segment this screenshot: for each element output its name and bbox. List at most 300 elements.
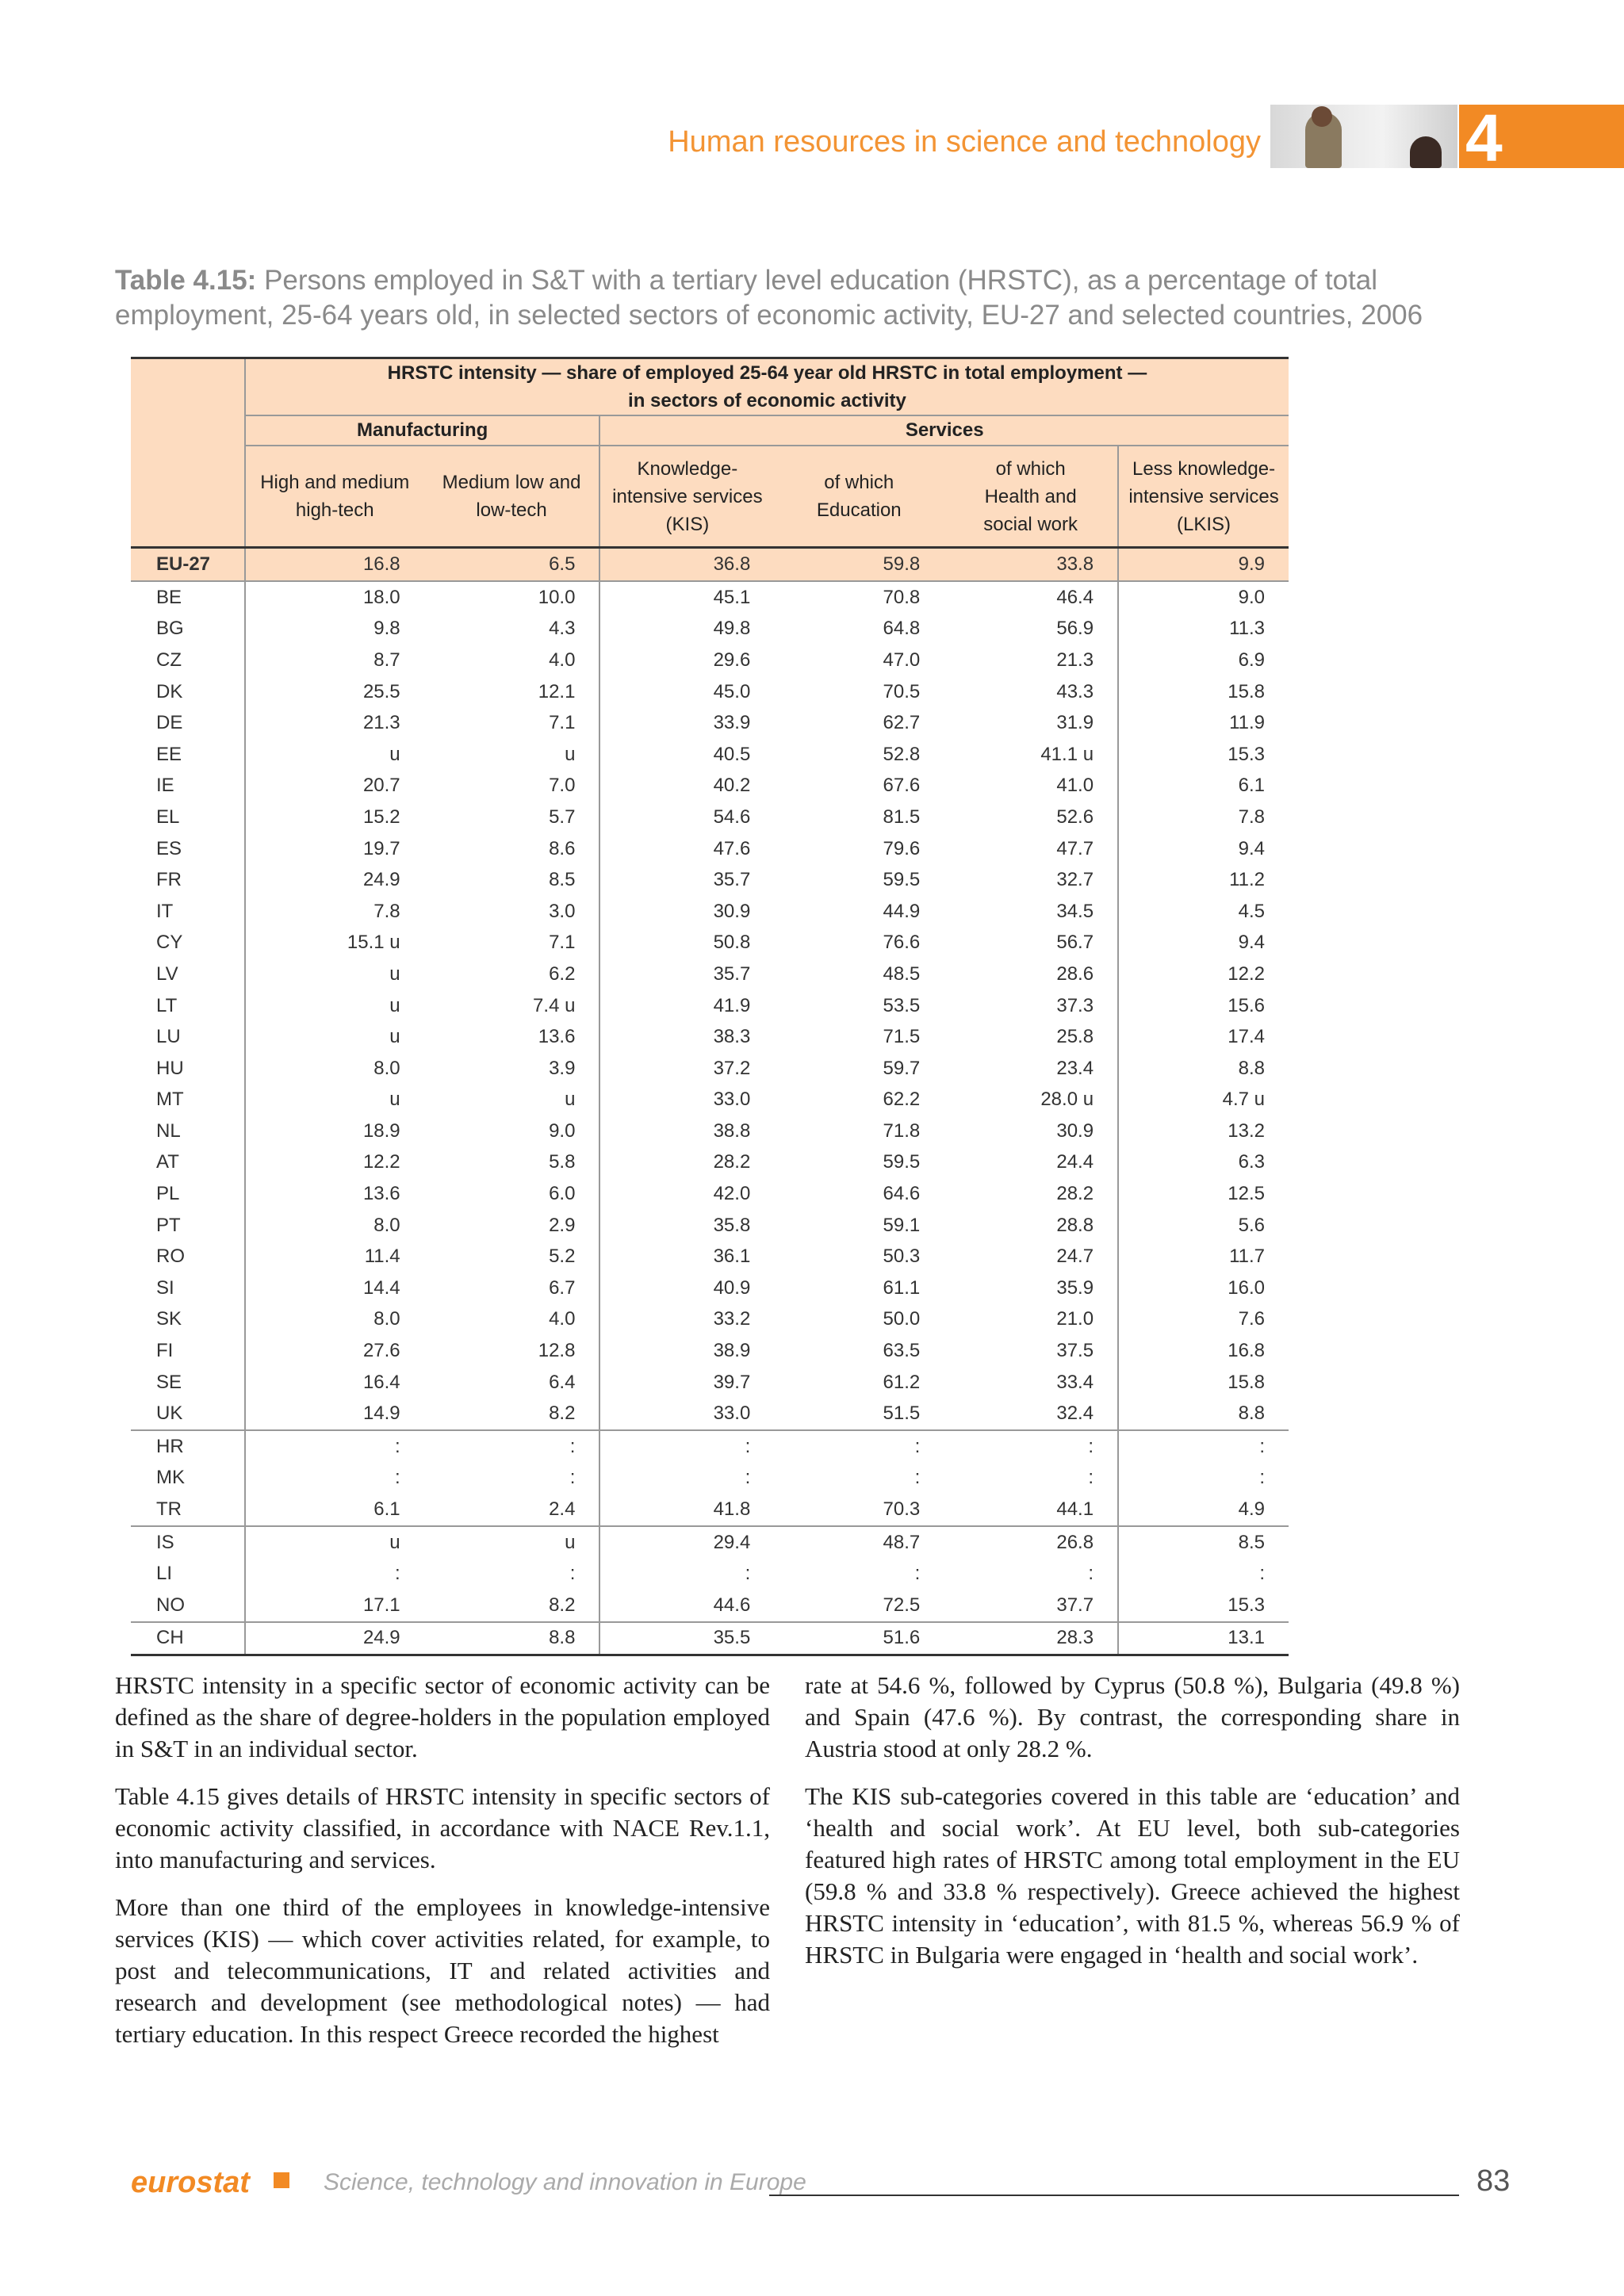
table-cell: 12.2 bbox=[1118, 959, 1289, 990]
table-cell: u bbox=[245, 990, 424, 1022]
table-cell: 59.5 bbox=[883, 1151, 921, 1173]
data-table bbox=[131, 357, 1289, 1656]
table-cell: 6.5 bbox=[424, 548, 600, 582]
country-code: DE bbox=[156, 712, 183, 734]
table-cell: 13.1 bbox=[1118, 1622, 1289, 1655]
table-cell: 45.0 bbox=[599, 676, 774, 708]
table-cell: : bbox=[944, 1430, 1118, 1463]
body-paragraph: The KIS sub-categories covered in this table are ‘education’ and ‘health and social work’. At EU level, both sub-categories featured high rates of HRSTC among total employment in the EU (59.8 % and 33.8 % respectively). Greece achieved the highest HRSTC intensity in ‘education’, with 81.5 %, whereas 56.9 % of HRSTC in Bulgaria were engaged in ‘health and social work’. bbox=[805, 1782, 1460, 1969]
col-header-high-tech: High and medium high-tech bbox=[245, 446, 424, 548]
table-cell: 39.7 bbox=[599, 1367, 774, 1399]
table-cell: 15.8 bbox=[1118, 676, 1289, 708]
table-cell: u bbox=[245, 959, 424, 990]
table-cell: 16.4 bbox=[245, 1367, 424, 1399]
publication-title: Science, technology and innovation in Europe bbox=[324, 2169, 806, 2195]
country-code: CZ bbox=[156, 649, 182, 671]
table-cell: 16.8 bbox=[1118, 1335, 1289, 1367]
table-row bbox=[131, 1241, 1289, 1272]
table-row bbox=[131, 1178, 1289, 1210]
table-cell: 8.2 bbox=[549, 1594, 576, 1616]
table-cell: 6.3 bbox=[1118, 1147, 1289, 1179]
table-cell: 32.4 bbox=[1056, 1402, 1094, 1425]
table-row bbox=[131, 1463, 1289, 1494]
body-paragraph: More than one third of the employees in knowledge-intensive services (KIS) — which cover activities related, for example, to post and telecommunications, IT and related activities and research and development (see methodological notes) — had tertiary education. In this respect Greece recorded the highest bbox=[115, 1893, 770, 2048]
country-code: MT bbox=[156, 1089, 184, 1111]
table-cell: 70.8 bbox=[883, 586, 921, 608]
table-row bbox=[131, 1558, 1289, 1590]
table-cell: 19.7 bbox=[245, 833, 424, 865]
table-row bbox=[131, 707, 1289, 739]
table-row bbox=[131, 676, 1289, 708]
table-cell: 5.6 bbox=[1118, 1210, 1289, 1242]
super-header-line-1: HRSTC intensity — share of employed 25-64 year old HRSTC in total employment — bbox=[387, 362, 1147, 384]
table-caption bbox=[115, 263, 1526, 333]
country-code: SE bbox=[156, 1371, 182, 1393]
table-cell: 11.7 bbox=[1118, 1241, 1289, 1272]
table-cell: u bbox=[565, 743, 576, 765]
table-cell: 16.8 bbox=[245, 548, 424, 582]
body-paragraph: HRSTC intensity in a specific sector of economic activity can be defined as the share of degree-holders in the population employed in S&T in an individual sector. bbox=[115, 1671, 770, 1762]
table-cell: 11.9 bbox=[1118, 707, 1289, 739]
table-cell: 54.6 bbox=[599, 802, 774, 833]
table-cell: 28.6 bbox=[1056, 962, 1094, 985]
table-cell: 33.8 bbox=[944, 548, 1118, 582]
table-cell: 9.4 bbox=[1118, 833, 1289, 865]
table-cell: 24.9 bbox=[245, 1622, 424, 1655]
table-caption-text: Persons employed in S&T with a tertiary level education (HRSTC), as a percentage of total employment, 25-64 years old, in selected sectors of economic activity, EU-27 and selected countries, 2006 bbox=[115, 265, 1423, 331]
table-cell: : bbox=[424, 1430, 600, 1463]
table-cell: 33.4 bbox=[1056, 1371, 1094, 1393]
table-cell: 44.6 bbox=[599, 1590, 774, 1622]
table-cell: 13.6 bbox=[538, 1026, 576, 1048]
group-header-services: Services bbox=[599, 415, 1289, 446]
table-cell: 8.8 bbox=[1118, 1398, 1289, 1430]
table-cell: 17.4 bbox=[1118, 1021, 1289, 1053]
table-cell: : bbox=[914, 1467, 921, 1489]
stub-header bbox=[131, 358, 245, 548]
table-cell: 6.2 bbox=[549, 962, 576, 985]
table-cell: 5.2 bbox=[549, 1246, 576, 1268]
table-cell: 48.7 bbox=[774, 1526, 944, 1559]
table-cell: : bbox=[914, 1563, 921, 1585]
table-cell: 13.2 bbox=[1118, 1115, 1289, 1147]
table-row bbox=[131, 1053, 1289, 1085]
table-cell: 29.4 bbox=[599, 1526, 774, 1559]
table-cell: 20.7 bbox=[245, 771, 424, 802]
country-code: MK bbox=[156, 1467, 185, 1489]
table-row bbox=[131, 928, 1289, 959]
table-cell: 4.0 bbox=[549, 649, 576, 671]
table-cell: 8.0 bbox=[245, 1304, 424, 1336]
table-cell: 24.7 bbox=[1056, 1246, 1094, 1268]
table-cell: 12.2 bbox=[245, 1147, 424, 1179]
table-cell: 9.8 bbox=[245, 614, 424, 645]
table-cell: 31.9 bbox=[1056, 712, 1094, 734]
table-row bbox=[131, 896, 1289, 928]
table-cell: 62.7 bbox=[883, 712, 921, 734]
table-cell: 62.2 bbox=[883, 1089, 921, 1111]
table-cell: 15.3 bbox=[1118, 1590, 1289, 1622]
table-cell: 3.9 bbox=[549, 1057, 576, 1079]
header-photo-person-2 bbox=[1410, 136, 1442, 168]
table-cell: 6.0 bbox=[549, 1183, 576, 1205]
country-code: SI bbox=[156, 1276, 174, 1299]
table-cell: 5.8 bbox=[549, 1151, 576, 1173]
table-cell: 10.0 bbox=[538, 586, 576, 608]
table-row bbox=[131, 1622, 1289, 1655]
table-cell: 35.7 bbox=[599, 864, 774, 896]
table-cell: 18.9 bbox=[245, 1115, 424, 1147]
table-cell: 8.0 bbox=[245, 1053, 424, 1085]
table-cell: 14.9 bbox=[245, 1398, 424, 1430]
chapter-number: 4 bbox=[1465, 101, 1503, 175]
col-header-lkis: Less knowledge-intensive services (LKIS) bbox=[1118, 446, 1289, 548]
table-cell: 59.8 bbox=[774, 548, 944, 582]
table-row bbox=[131, 1335, 1289, 1367]
table-row bbox=[131, 1304, 1289, 1336]
table-row bbox=[131, 1590, 1289, 1622]
table-cell: : bbox=[569, 1563, 576, 1585]
table-cell: 15.1 u bbox=[245, 928, 424, 959]
table-cell: 28.8 bbox=[1056, 1214, 1094, 1236]
table-cell: 28.2 bbox=[1056, 1183, 1094, 1205]
table-cell: 15.3 bbox=[1118, 739, 1289, 771]
table-cell: 37.7 bbox=[1056, 1594, 1094, 1616]
table-row bbox=[131, 1085, 1289, 1116]
country-code: LI bbox=[156, 1563, 173, 1585]
table-cell: 15.8 bbox=[1118, 1367, 1289, 1399]
table-cell: 38.8 bbox=[599, 1115, 774, 1147]
table-cell: 9.0 bbox=[1118, 581, 1289, 614]
table-cell: 64.6 bbox=[883, 1183, 921, 1205]
country-code: LU bbox=[156, 1026, 181, 1048]
table-cell: 51.5 bbox=[883, 1402, 921, 1425]
table-cell: 7.1 bbox=[549, 932, 576, 954]
table-row bbox=[131, 1367, 1289, 1399]
body-paragraph: Table 4.15 gives details of HRSTC intensity in specific sectors of economic activity classified, in accordance with NACE Rev.1.1, into manufacturing and services. bbox=[115, 1782, 770, 1873]
table-cell: 71.5 bbox=[883, 1026, 921, 1048]
table-cell: 8.5 bbox=[549, 869, 576, 891]
table-row bbox=[131, 1147, 1289, 1179]
country-code: FI bbox=[156, 1340, 174, 1362]
table-cell: 3.0 bbox=[549, 900, 576, 922]
table-cell: 61.2 bbox=[883, 1371, 921, 1393]
table-cell: 37.3 bbox=[1056, 994, 1094, 1016]
country-code: RO bbox=[156, 1246, 185, 1268]
country-code: SK bbox=[156, 1308, 182, 1330]
table-cell: 70.5 bbox=[883, 680, 921, 702]
table-cell: 28.2 bbox=[599, 1147, 774, 1179]
table-row bbox=[131, 739, 1289, 771]
country-code: EL bbox=[156, 806, 180, 828]
table-cell: 7.6 bbox=[1118, 1304, 1289, 1336]
table-cell: 50.3 bbox=[883, 1246, 921, 1268]
chapter-tab bbox=[1459, 101, 1624, 175]
table-cell: : bbox=[1118, 1558, 1289, 1590]
country-code: BG bbox=[156, 618, 184, 640]
col-header-kis: Knowledge-intensive services (KIS) bbox=[599, 446, 774, 548]
country-code: NO bbox=[156, 1594, 185, 1616]
table-cell: u bbox=[245, 1021, 424, 1053]
table-cell: u bbox=[565, 1089, 576, 1111]
table-cell: 72.5 bbox=[883, 1594, 921, 1616]
body-column-right bbox=[805, 1670, 1460, 1987]
table-cell: 2.9 bbox=[549, 1214, 576, 1236]
table-row bbox=[131, 1115, 1289, 1147]
country-code: CH bbox=[131, 1622, 245, 1655]
table-cell: 4.0 bbox=[549, 1308, 576, 1330]
table-cell: 30.9 bbox=[1056, 1119, 1094, 1142]
table-cell: 9.0 bbox=[549, 1119, 576, 1142]
table-cell: 61.1 bbox=[883, 1276, 921, 1299]
country-code: LV bbox=[156, 962, 178, 985]
table-cell: 33.2 bbox=[599, 1304, 774, 1336]
table-cell: : bbox=[1118, 1430, 1289, 1463]
table-cell: 28.0 u bbox=[1040, 1089, 1094, 1111]
country-code: ES bbox=[156, 837, 182, 859]
country-code: IT bbox=[156, 900, 174, 922]
table-row bbox=[131, 1210, 1289, 1242]
table-cell: 51.6 bbox=[774, 1622, 944, 1655]
table-cell: 38.9 bbox=[599, 1335, 774, 1367]
table-cell: 8.5 bbox=[1118, 1526, 1289, 1559]
table-cell: : bbox=[245, 1558, 424, 1590]
table-cell: 28.3 bbox=[944, 1622, 1118, 1655]
country-code: EE bbox=[156, 743, 182, 765]
table-cell: 5.7 bbox=[549, 806, 576, 828]
table-row bbox=[131, 1021, 1289, 1053]
table-cell: 2.4 bbox=[549, 1498, 576, 1521]
table-cell: 40.9 bbox=[599, 1272, 774, 1304]
table-cell: 9.4 bbox=[1118, 928, 1289, 959]
table-cell: 7.0 bbox=[549, 775, 576, 797]
table-cell: 6.1 bbox=[1118, 771, 1289, 802]
table-cell: 52.8 bbox=[883, 743, 921, 765]
table-cell: 27.6 bbox=[245, 1335, 424, 1367]
running-header-title: Human resources in science and technology bbox=[668, 125, 1261, 159]
body-paragraph: rate at 54.6 %, followed by Cyprus (50.8 %), Bulgaria (49.8 %) and Spain (47.6 %). By contrast, the corresponding share in Austria stood at only 28.2 %. bbox=[805, 1671, 1460, 1762]
table-cell: 25.5 bbox=[245, 676, 424, 708]
table-cell: 50.8 bbox=[599, 928, 774, 959]
table-cell: 6.7 bbox=[549, 1276, 576, 1299]
table-cell: 12.1 bbox=[538, 680, 576, 702]
table-cell: u bbox=[245, 1526, 424, 1559]
table-cell: 11.3 bbox=[1118, 614, 1289, 645]
table-row bbox=[131, 581, 1289, 614]
super-header-line-2: in sectors of economic activity bbox=[628, 390, 906, 411]
table-cell: 4.9 bbox=[1118, 1494, 1289, 1526]
table-cell: 9.9 bbox=[1118, 548, 1289, 582]
logo-square-icon bbox=[274, 2172, 289, 2188]
country-code: UK bbox=[156, 1402, 183, 1425]
table-cell: 41.8 bbox=[599, 1494, 774, 1526]
table-cell: : bbox=[569, 1467, 576, 1489]
table-cell: : bbox=[599, 1558, 774, 1590]
table-cell: 33.0 bbox=[599, 1085, 774, 1116]
table-cell: : bbox=[774, 1430, 944, 1463]
country-code: TR bbox=[156, 1498, 182, 1521]
table-cell: 26.8 bbox=[944, 1526, 1118, 1559]
table-cell: 34.5 bbox=[1056, 900, 1094, 922]
table-cell: 35.9 bbox=[1056, 1276, 1094, 1299]
body-column-left bbox=[115, 1670, 770, 2066]
table-cell: 25.8 bbox=[1056, 1026, 1094, 1048]
table-cell: 43.3 bbox=[1056, 680, 1094, 702]
footer-rule bbox=[769, 2195, 1459, 2196]
table-cell: 81.5 bbox=[883, 806, 921, 828]
table-cell: : bbox=[599, 1430, 774, 1463]
table-cell: 40.2 bbox=[599, 771, 774, 802]
table-cell: u bbox=[245, 739, 424, 771]
country-code: AT bbox=[156, 1151, 179, 1173]
table-row bbox=[131, 1430, 1289, 1463]
country-code: IS bbox=[131, 1526, 245, 1559]
table-cell: 36.1 bbox=[599, 1241, 774, 1272]
table-row bbox=[131, 990, 1289, 1022]
table-cell: 47.0 bbox=[883, 649, 921, 671]
table-cell: 8.8 bbox=[1118, 1053, 1289, 1085]
table-row bbox=[131, 833, 1289, 865]
country-code: HU bbox=[156, 1057, 184, 1079]
table-cell: 76.6 bbox=[883, 932, 921, 954]
country-code: EU-27 bbox=[131, 548, 245, 582]
eurostat-logo: eurostat bbox=[131, 2166, 250, 2199]
table-row bbox=[131, 1272, 1289, 1304]
table-cell: 41.9 bbox=[599, 990, 774, 1022]
country-code: BE bbox=[156, 586, 182, 608]
table-cell: 33.0 bbox=[599, 1398, 774, 1430]
table-cell: 18.0 bbox=[245, 581, 424, 614]
table-cell: 79.6 bbox=[883, 837, 921, 859]
table-cell: 52.6 bbox=[1056, 806, 1094, 828]
col-header-health: of which Health and social work bbox=[944, 446, 1118, 548]
table-cell: 4.7 u bbox=[1118, 1085, 1289, 1116]
table-cell: : bbox=[245, 1463, 424, 1494]
table-row bbox=[131, 802, 1289, 833]
table-cell: 49.8 bbox=[599, 614, 774, 645]
table-cell: 21.3 bbox=[1056, 649, 1094, 671]
table-cell: 35.7 bbox=[599, 959, 774, 990]
table-row bbox=[131, 1398, 1289, 1430]
table-cell: 4.3 bbox=[549, 618, 576, 640]
table-cell: 35.8 bbox=[599, 1210, 774, 1242]
table-row bbox=[131, 614, 1289, 645]
table-row bbox=[131, 771, 1289, 802]
table-cell: 44.9 bbox=[883, 900, 921, 922]
col-header-low-tech: Medium low and low-tech bbox=[424, 446, 600, 548]
table-body bbox=[131, 548, 1289, 1655]
table-cell: 8.0 bbox=[245, 1210, 424, 1242]
table-cell: u bbox=[424, 1526, 600, 1559]
table-cell: 15.6 bbox=[1118, 990, 1289, 1022]
table-cell: 47.6 bbox=[599, 833, 774, 865]
table-cell: 13.6 bbox=[245, 1178, 424, 1210]
country-code: CY bbox=[156, 932, 183, 954]
table-cell: 44.1 bbox=[1056, 1498, 1094, 1521]
table-cell: 17.1 bbox=[245, 1590, 424, 1622]
table-cell: : bbox=[1088, 1563, 1094, 1585]
table-cell: 48.5 bbox=[883, 962, 921, 985]
table-cell: 59.5 bbox=[883, 869, 921, 891]
table-cell: 16.0 bbox=[1118, 1272, 1289, 1304]
table-cell: 8.8 bbox=[424, 1622, 600, 1655]
table-cell: u bbox=[245, 1085, 424, 1116]
table-cell: 70.3 bbox=[883, 1498, 921, 1521]
col-header-education: of which Education bbox=[774, 446, 944, 548]
table-row bbox=[131, 864, 1289, 896]
table-cell: 59.7 bbox=[883, 1057, 921, 1079]
table-cell: 8.7 bbox=[245, 645, 424, 676]
table-cell: 7.8 bbox=[245, 896, 424, 928]
country-code: NL bbox=[156, 1119, 181, 1142]
table-cell: 71.8 bbox=[883, 1119, 921, 1142]
country-code: DK bbox=[156, 680, 183, 702]
table-cell: 30.9 bbox=[599, 896, 774, 928]
table-cell: 40.5 bbox=[599, 739, 774, 771]
table-cell: 41.0 bbox=[1056, 775, 1094, 797]
table-cell: : bbox=[1088, 1467, 1094, 1489]
table-cell: 11.4 bbox=[245, 1241, 424, 1272]
table-cell: 4.5 bbox=[1118, 896, 1289, 928]
table-cell: 7.1 bbox=[549, 712, 576, 734]
table-cell: 47.7 bbox=[1056, 837, 1094, 859]
table-row bbox=[131, 645, 1289, 676]
table-cell: 35.5 bbox=[599, 1622, 774, 1655]
table-row bbox=[131, 548, 1289, 582]
country-code: IE bbox=[156, 775, 174, 797]
table-row bbox=[131, 1494, 1289, 1526]
table-cell: 14.4 bbox=[245, 1272, 424, 1304]
table-cell: 12.8 bbox=[538, 1340, 576, 1362]
table-cell: 38.3 bbox=[599, 1021, 774, 1053]
table-cell: 53.5 bbox=[883, 994, 921, 1016]
table-cell: 33.9 bbox=[599, 707, 774, 739]
table-cell: 11.2 bbox=[1118, 864, 1289, 896]
table-cell: 50.0 bbox=[883, 1308, 921, 1330]
table-cell: 42.0 bbox=[599, 1178, 774, 1210]
table-cell: 7.4 u bbox=[533, 994, 576, 1016]
table-cell: 23.4 bbox=[1056, 1057, 1094, 1079]
table-cell: 6.1 bbox=[245, 1494, 424, 1526]
table-cell: 37.5 bbox=[1056, 1340, 1094, 1362]
table-cell: 15.2 bbox=[245, 802, 424, 833]
country-code: LT bbox=[156, 994, 178, 1016]
table-cell: 24.9 bbox=[245, 864, 424, 896]
table-cell: 41.1 u bbox=[1040, 743, 1094, 765]
table-cell: 8.2 bbox=[549, 1402, 576, 1425]
country-code: PT bbox=[156, 1214, 181, 1236]
group-header-manufacturing: Manufacturing bbox=[245, 415, 600, 446]
header-photo-head bbox=[1312, 106, 1332, 127]
table-cell: 64.8 bbox=[883, 618, 921, 640]
table-cell: 8.6 bbox=[549, 837, 576, 859]
table-cell: 21.3 bbox=[245, 707, 424, 739]
country-code: HR bbox=[131, 1430, 245, 1463]
country-code: PL bbox=[156, 1183, 180, 1205]
table-cell: 56.7 bbox=[1056, 932, 1094, 954]
table-cell: 37.2 bbox=[599, 1053, 774, 1085]
table-cell: 6.9 bbox=[1118, 645, 1289, 676]
table-cell: : bbox=[599, 1463, 774, 1494]
table-cell: 63.5 bbox=[883, 1340, 921, 1362]
header-photo bbox=[1270, 105, 1457, 168]
table-cell: 29.6 bbox=[599, 645, 774, 676]
table-cell: 46.4 bbox=[1056, 586, 1094, 608]
table-cell: 6.4 bbox=[549, 1371, 576, 1393]
table-cell: 56.9 bbox=[1056, 618, 1094, 640]
country-code: FR bbox=[156, 869, 182, 891]
table-cell: : bbox=[245, 1430, 424, 1463]
